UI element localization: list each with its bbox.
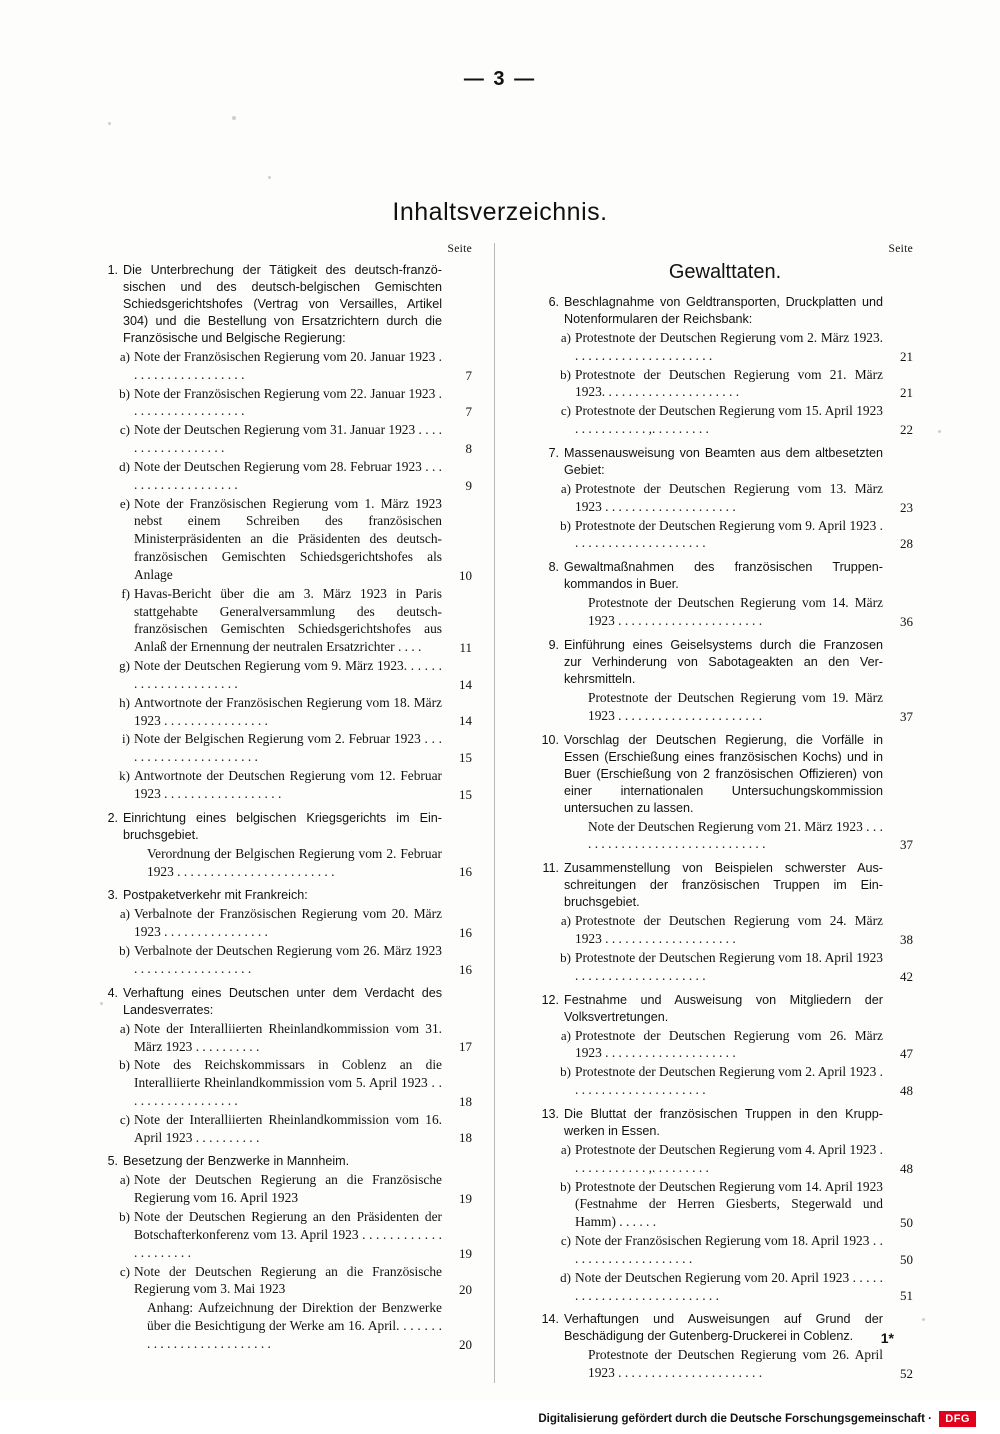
toc-entry-body <box>575 1269 913 1305</box>
toc-entry-title: Note der Deutschen Regierung an die Französische Regierung vom 16. April 1923 <box>134 1172 442 1206</box>
toc-entry-page: 36 <box>900 613 913 629</box>
toc-entry-title: Note der Deutschen Regierung vom 28. Februar 1923 . . . . . . . . . . . . . . . . . . . <box>134 458 442 492</box>
toc-entry[interactable] <box>96 985 472 1019</box>
toc-entry-page: 15 <box>459 786 472 802</box>
toc-entry[interactable] <box>537 637 913 688</box>
toc-entry-page: 23 <box>900 499 913 515</box>
toc-entry[interactable] <box>537 1311 913 1345</box>
toc-entry-page: 19 <box>459 1245 472 1261</box>
toc-entry-body <box>578 818 913 854</box>
toc-entry-title: Note der Deutschen Regierung vom 20. April 1923 . . . . . . . . . . . . . . . . . . . . . . . . . . . <box>575 1269 883 1303</box>
toc-entry-body <box>134 767 472 803</box>
toc-entry-title: Protestnote der Deutschen Regierung vom 26. März 1923 . . . . . . . . . . . . . . . . . . . . <box>575 1027 883 1061</box>
toc-entry[interactable] <box>110 905 472 941</box>
toc-entry-body <box>134 1056 472 1109</box>
toc-entry[interactable] <box>537 294 913 328</box>
toc-entry-body <box>575 1141 913 1177</box>
toc-entry-page: 20 <box>459 1282 472 1298</box>
toc-entry-body <box>575 329 913 365</box>
toc-entry-number: 11. <box>542 861 559 876</box>
toc-entry-page: 16 <box>459 864 472 880</box>
toc-entry-page: 7 <box>465 367 472 383</box>
toc-entry-number: e) <box>119 495 130 511</box>
toc-entry-body <box>134 1208 472 1261</box>
toc-entry[interactable] <box>551 366 913 402</box>
toc-entry-title: Note der Französischen Regierung vom 22. Januar 1923 . . . . . . . . . . . . . . . . . . <box>134 385 442 419</box>
toc-entry-title: Protestnote der Deutschen Regierung vom 2. April 1923 . . . . . . . . . . . . . . . . . . . . . <box>575 1064 883 1098</box>
toc-entry-title: Protestnote der Deutschen Regierung vom 4. April 1923 . . . . . . . . . . . . ,. . . . . . . . . <box>575 1141 883 1175</box>
toc-entry-body <box>134 458 472 494</box>
toc-entry-body <box>575 1232 913 1268</box>
toc-entry-number: b) <box>560 366 571 382</box>
toc-entry-body <box>134 657 472 693</box>
toc-entry[interactable] <box>551 1027 913 1063</box>
toc-entry-body <box>575 1027 913 1063</box>
toc-entry-title: Note der Belgischen Regierung vom 2. Februar 1923 . . . . . . . . . . . . . . . . . . . . . . <box>134 731 442 765</box>
toc-entry-body <box>564 294 913 328</box>
toc-entry-number: 1. <box>107 263 118 277</box>
toc-entry[interactable] <box>537 1106 913 1140</box>
toc-entry-title: Protestnote der Deutschen Regierung vom 24. März 1923 . . . . . . . . . . . . . . . . . . . . <box>575 913 883 947</box>
toc-entry-body <box>134 421 472 457</box>
toc-entry[interactable] <box>551 1141 913 1177</box>
scan-speck <box>108 122 111 125</box>
toc-entry-title: Festnahme und Ausweisung von Mitgliedern der Volksvertretungen. <box>564 992 883 1024</box>
toc-entry[interactable] <box>110 1111 472 1147</box>
toc-entries-left <box>96 262 472 1353</box>
toc-entry-page: 10 <box>459 567 472 583</box>
toc-entry-title: Einrichtung eines belgischen Kriegsgerichts im Einbruchsgebiet. <box>123 810 442 842</box>
toc-entry-title: Massenausweisung von Beamten aus dem altbesetzten Gebiet: <box>564 445 883 477</box>
toc-entry-number: d) <box>119 458 130 474</box>
toc-entry-page: 22 <box>900 421 913 437</box>
toc-entry-number: b) <box>560 517 571 533</box>
toc-entry-page: 50 <box>900 1215 913 1231</box>
toc-entry-title: Note der Interalliierten Rheinlandkommission vom 16. April 1923 . . . . . . . . . . <box>134 1111 442 1145</box>
toc-entry-body <box>123 887 472 904</box>
toc-entry-number: b) <box>119 385 130 401</box>
toc-entry-body <box>575 480 913 516</box>
toc-entries-right <box>537 294 913 1382</box>
toc-entry-page: 21 <box>900 348 913 364</box>
toc-entry-body <box>564 1311 913 1345</box>
toc-entry[interactable] <box>110 1020 472 1056</box>
toc-entry-number: 4. <box>107 985 118 1000</box>
toc-entry-number: a) <box>119 906 130 922</box>
toc-entry-number: 9. <box>548 637 559 652</box>
page-number: — 3 — <box>463 68 537 90</box>
column-header-seite-left: Seite <box>447 243 472 255</box>
toc-entry-title: Note der Französischen Regierung vom 18. April 1923 . . . . . . . . . . . . . . . . . . . . <box>575 1233 883 1266</box>
sheet-signature-mark: 1* <box>880 1330 894 1346</box>
toc-entry-number: k) <box>119 768 130 784</box>
toc-entry-number: 5. <box>107 1154 118 1169</box>
toc-entry-page: 52 <box>900 1365 913 1381</box>
toc-entry-body <box>564 559 913 593</box>
digitization-notice: Digitalisierung gefördert durch die Deutsche Forschungsgemeinschaft · <box>538 1413 932 1425</box>
column-header-seite-right: Seite <box>888 243 913 255</box>
toc-entry-title: Protestnote der Deutschen Regierung vom 9. April 1923 . . . . . . . . . . . . . . . . . . . . . <box>575 517 883 551</box>
toc-entry-number: i) <box>122 731 130 747</box>
toc-entry[interactable] <box>110 845 472 881</box>
toc-entry[interactable] <box>551 594 913 630</box>
toc-entry-body <box>134 942 472 978</box>
toc-entry-number: b) <box>560 1178 571 1194</box>
toc-entry-body <box>134 585 472 656</box>
toc-entry-title: Note der Deutschen Regierung vom 21. März 1923 . . . . . . . . . . . . . . . . . . . . . . . . . . . . . . <box>588 818 883 852</box>
toc-entry-title: Note der Französischen Regierung vom 1. März 1923 nebst einem Schreiben des französischen Ministerpräsidenten an die Präsidenten des deutsch-französischen Gemischten Schiedsgerichtshofes als Anlage <box>134 495 442 582</box>
toc-entry[interactable] <box>110 730 472 766</box>
toc-entry-title: Note der Französischen Regierung vom 20. Januar 1923 . . . . . . . . . . . . . . . . . . <box>134 349 442 382</box>
toc-entry-number: a) <box>119 1172 130 1188</box>
toc-entry[interactable] <box>551 912 913 948</box>
scan-speck <box>938 430 941 433</box>
toc-entry-title: Verhaftung eines Deutschen unter dem Verdacht des Landesverrates: <box>123 985 442 1017</box>
section-heading-gewalttaten: Gewalttaten. <box>668 261 782 283</box>
toc-entry[interactable] <box>551 818 913 854</box>
toc-entry-title: Verhaftungen und Ausweisungen auf Grund der Beschädigung der Gutenberg-Druckerei in Coblenz. <box>564 1312 883 1344</box>
toc-entry-title: Havas-Bericht über die am 3. März 1923 in Paris stattgehabte Generalversammlung des deutsch-französischen Gemischten Schiedsgerichtshofes aus Anlaß der Ernennung der neutralen Ersatzrichter . . . . <box>134 585 442 655</box>
toc-entry[interactable] <box>551 517 913 553</box>
toc-entry-title: Note der Interalliierten Rheinlandkommission vom 31. März 1923 . . . . . . . . . . <box>134 1020 442 1054</box>
toc-entry-body <box>575 366 913 402</box>
toc-entry[interactable] <box>551 480 913 516</box>
toc-entry-number: g) <box>119 658 130 674</box>
toc-entry-title: Verbalnote der Französischen Regierung vom 20. März 1923 . . . . . . . . . . . . . . . . <box>134 906 442 940</box>
toc-entry-page: 37 <box>900 837 913 853</box>
toc-entry[interactable] <box>110 1056 472 1109</box>
toc-entry-title: Antwortnote der Französischen Regierung vom 18. März 1923 . . . . . . . . . . . . . . . . <box>134 694 442 728</box>
toc-entry-page: 8 <box>465 440 472 456</box>
toc-entry[interactable] <box>551 1063 913 1099</box>
toc-entry[interactable] <box>551 689 913 725</box>
toc-entry[interactable] <box>110 767 472 803</box>
toc-entry-body <box>123 262 472 347</box>
toc-entry-page: 9 <box>465 477 472 493</box>
toc-entry-title: Die Unterbrechung der Tätigkeit des deutsch-französischen und des deutsch-belgischen Gemischten Schiedsgerichtshofes (Vertrag von Versailles, Artikel 304) und die Bestellung von Ersatzrichtern durch die Französische und Belgische Regierung: <box>123 263 442 345</box>
toc-entry-number: b) <box>119 1057 130 1073</box>
toc-entry-page: 19 <box>459 1191 472 1207</box>
toc-entry-number: 14. <box>541 1312 559 1327</box>
toc-entry-body <box>564 445 913 479</box>
toc-entry[interactable] <box>551 1178 913 1231</box>
page-title: Inhaltsverzeichnis. <box>392 198 608 226</box>
toc-entry-body <box>137 845 472 881</box>
toc-entry-number: b) <box>119 1209 130 1225</box>
toc-entry-body <box>134 495 472 584</box>
toc-entry-number: c) <box>560 403 571 419</box>
toc-entry-body <box>578 1346 913 1382</box>
toc-entry-number: 2. <box>107 810 118 825</box>
toc-entry-page: 20 <box>459 1336 472 1352</box>
toc-entry-body <box>564 732 913 817</box>
toc-entry-number: c) <box>560 1233 571 1249</box>
toc-columns <box>96 243 916 1383</box>
toc-entry-body <box>123 1153 472 1170</box>
toc-entry[interactable] <box>110 348 472 384</box>
toc-entry-number: a) <box>560 480 571 496</box>
toc-entry[interactable] <box>537 992 913 1026</box>
toc-entry[interactable] <box>96 887 472 904</box>
toc-entry-number: a) <box>119 1020 130 1036</box>
toc-entry-body <box>134 1263 472 1299</box>
toc-entry-body <box>134 385 472 421</box>
toc-entry-number: a) <box>560 1027 571 1043</box>
toc-entry-title: Vorschlag der Deutschen Regierung, die Vorfälle in Essen (Erschießung eines französischen Kochs) und in Buer (Erschießung von 2 französischen Offizieren) von einer internationalen Untersuchungskommission untersuchen zu lassen. <box>564 732 883 815</box>
toc-entry-number: a) <box>119 349 130 364</box>
toc-entry[interactable] <box>551 949 913 985</box>
toc-entry-body <box>134 694 472 730</box>
toc-entry[interactable] <box>110 1208 472 1261</box>
toc-entry-body <box>123 985 472 1019</box>
toc-entry-title: Einführung eines Geiselsystems durch die Franzosen zur Verhinderung von Sabotageakten an den Verkehrsmitteln. <box>564 637 883 686</box>
toc-entry[interactable] <box>110 458 472 494</box>
toc-entry-number: a) <box>560 1141 571 1157</box>
toc-entry[interactable] <box>551 402 913 438</box>
toc-entry-title: Protestnote der Deutschen Regierung vom 18. April 1923 . . . . . . . . . . . . . . . . . . . . <box>575 949 883 983</box>
toc-entry-number: 12. <box>541 992 559 1007</box>
toc-entry-number: b) <box>119 943 130 959</box>
toc-column-right <box>495 243 913 1383</box>
toc-entry-page: 47 <box>900 1046 913 1062</box>
toc-entry-title: Antwortnote der Deutschen Regierung vom 12. Februar 1923 . . . . . . . . . . . . . . . . . . <box>134 768 442 801</box>
toc-entry[interactable] <box>96 262 472 347</box>
toc-entry-number: c) <box>119 1111 130 1127</box>
toc-entry-page: 48 <box>900 1082 913 1098</box>
toc-entry-number: 8. <box>548 560 559 575</box>
toc-entry-page: 7 <box>465 404 472 420</box>
toc-entry-body <box>575 517 913 553</box>
toc-entry[interactable] <box>96 1153 472 1170</box>
toc-entry-number: 6. <box>548 295 559 309</box>
scan-speck <box>268 176 271 179</box>
toc-entry-title: Protestnote der Deutschen Regierung vom 13. März 1923 . . . . . . . . . . . . . . . . . . . . <box>575 480 883 514</box>
toc-entry-body <box>578 689 913 725</box>
toc-entry-title: Protestnote der Deutschen Regierung vom 26. April 1923 . . . . . . . . . . . . . . . . . . . . . . <box>588 1347 883 1381</box>
toc-entry-page: 51 <box>900 1288 913 1304</box>
toc-entry[interactable] <box>537 860 913 911</box>
toc-entry-title: Postpaketverkehr mit Frankreich: <box>123 888 308 903</box>
toc-entry[interactable] <box>110 942 472 978</box>
toc-entry-number: 7. <box>548 445 559 460</box>
toc-entry-title: Verordnung der Belgischen Regierung vom 2. Februar 1923 . . . . . . . . . . . . . . . . . . . . . . . . <box>147 845 442 879</box>
toc-entry-title: Zusammenstellung von Beispielen schwerster Ausschreitungen der französischen Truppen im Einbruchsgebiet. <box>564 861 883 910</box>
toc-entry-page: 14 <box>459 713 472 729</box>
toc-entry[interactable] <box>551 1346 913 1382</box>
toc-entry-page: 15 <box>459 750 472 766</box>
toc-entry-page: 50 <box>900 1251 913 1267</box>
toc-entry-title: Note des Reichskommissars in Coblenz an die Interalliierte Rheinlandkommission vom 5. April 1923 . . . . . . . . . . . . . . . . . . <box>134 1057 442 1108</box>
toc-entry-body <box>134 1171 472 1207</box>
toc-entry-number: c) <box>119 422 130 438</box>
toc-entry-page: 18 <box>459 1093 472 1109</box>
toc-entry-body <box>575 912 913 948</box>
toc-entry-body <box>575 1063 913 1099</box>
toc-entry-body <box>564 992 913 1026</box>
toc-entry-body <box>134 1111 472 1147</box>
toc-entry[interactable] <box>551 1232 913 1268</box>
toc-entry-title: Note der Deutschen Regierung vom 31. Januar 1923 . . . . . . . . . . . . . . . . . . <box>134 422 442 456</box>
toc-entry-page: 48 <box>900 1160 913 1176</box>
toc-entry[interactable] <box>110 657 472 693</box>
toc-entry-number: f) <box>121 585 130 601</box>
toc-entry-page: 16 <box>459 925 472 941</box>
toc-entry-number: b) <box>560 949 571 965</box>
toc-entry-body <box>564 637 913 688</box>
toc-entry-body <box>578 594 913 630</box>
toc-entry-title: Protestnote der Deutschen Regierung vom 19. März 1923 . . . . . . . . . . . . . . . . . . . . . . <box>588 689 883 723</box>
toc-entry-number: 13. <box>541 1106 559 1121</box>
toc-entry-body <box>134 348 472 384</box>
scan-footer-bar <box>0 1400 1000 1434</box>
toc-entry-number: b) <box>560 1064 571 1080</box>
toc-entry-title: Note der Deutschen Regierung an die Französische Regierung vom 3. Mai 1923 <box>134 1263 442 1297</box>
toc-entry[interactable] <box>110 1299 472 1352</box>
toc-entry[interactable] <box>551 329 913 365</box>
toc-entry-title: Protestnote der Deutschen Regierung vom 21. März 1923. . . . . . . . . . . . . . . . . . . . . <box>575 366 883 400</box>
toc-entry-page: 16 <box>459 961 472 977</box>
toc-entry-body <box>123 810 472 844</box>
toc-entry[interactable] <box>551 1269 913 1305</box>
scan-speck <box>922 1318 925 1321</box>
toc-entry-title: Verbalnote der Deutschen Regierung vom 26. März 1923 . . . . . . . . . . . . . . . . . . <box>134 943 442 976</box>
toc-entry-body <box>575 949 913 985</box>
toc-entry[interactable] <box>110 694 472 730</box>
toc-entry-body <box>575 402 913 438</box>
toc-entry-body <box>564 1106 913 1140</box>
toc-entry[interactable] <box>537 445 913 479</box>
toc-entry-page: 28 <box>900 536 913 552</box>
dfg-logo: DFG <box>939 1411 976 1427</box>
toc-entry-title: Protestnote der Deutschen Regierung vom 14. März 1923 . . . . . . . . . . . . . . . . . . . . . . <box>588 595 883 629</box>
toc-entry-page: 18 <box>459 1130 472 1146</box>
toc-entry-title: Beschlagnahme von Geldtransporten, Druckplatten und Notenformularen der Reichsbank: <box>564 295 883 326</box>
toc-entry-title: Besetzung der Benzwerke in Mannheim. <box>123 1154 350 1169</box>
toc-entry-number: 3. <box>107 888 118 903</box>
toc-entry-body <box>564 860 913 911</box>
toc-entry-body <box>575 1178 913 1231</box>
toc-entry-body <box>134 905 472 941</box>
toc-entry[interactable] <box>110 385 472 421</box>
toc-entry-number: d) <box>560 1269 571 1285</box>
toc-entry-title: Note der Deutschen Regierung an den Präsidenten der Botschafterkonferenz vom 13. April 1923 . . . . . . . . . . . . . . . . . . . . . <box>134 1209 442 1260</box>
toc-entry-page: 42 <box>900 968 913 984</box>
toc-entry-number: 10. <box>541 732 559 747</box>
toc-entry-page: 38 <box>900 931 913 947</box>
toc-entry-page: 21 <box>900 385 913 401</box>
toc-entry[interactable] <box>110 1263 472 1299</box>
toc-entry[interactable] <box>537 732 913 817</box>
toc-entry[interactable] <box>110 1171 472 1207</box>
toc-column-left <box>96 243 495 1383</box>
toc-entry-title: Protestnote der Deutschen Regierung vom 14. April 1923 (Festnahme der Herren Giesberts, Stegerwald und Hamm) . . . . . . <box>575 1178 883 1230</box>
toc-entry-page: 17 <box>459 1039 472 1055</box>
toc-entry[interactable] <box>110 495 472 584</box>
toc-entry-title: Anhang: Aufzeichnung der Direktion der Benzwerke über die Besichtigung der Werke am 16. April. . . . . . . . . . . . . . . . . . . . . . . . . . <box>147 1300 442 1351</box>
toc-entry-title: Protestnote der Deutschen Regierung vom 2. März 1923. . . . . . . . . . . . . . . . . . . . . . <box>575 330 883 363</box>
scan-speck <box>232 116 236 120</box>
toc-entry-body <box>134 1020 472 1056</box>
toc-entry-page: 14 <box>459 676 472 692</box>
toc-entry-number: a) <box>560 330 571 345</box>
toc-entry-body <box>134 730 472 766</box>
toc-entry-number: c) <box>119 1263 130 1279</box>
toc-entry-title: Protestnote der Deutschen Regierung vom 15. April 1923 . . . . . . . . . . . ,. . . . . . . . . <box>575 403 883 437</box>
toc-entry[interactable] <box>537 559 913 593</box>
toc-entry-page: 11 <box>459 640 472 656</box>
toc-entry[interactable] <box>110 421 472 457</box>
toc-entry[interactable] <box>96 810 472 844</box>
toc-entry-title: Die Bluttat der französischen Truppen in den Kruppwerken in Essen. <box>564 1106 883 1138</box>
toc-entry-number: h) <box>119 694 130 710</box>
toc-entry-title: Note der Deutschen Regierung vom 9. März 1923. . . . . . . . . . . . . . . . . . . . . . <box>134 658 442 691</box>
toc-entry-page: 37 <box>900 708 913 724</box>
toc-entry[interactable] <box>110 585 472 656</box>
toc-entry-number: a) <box>560 913 571 929</box>
toc-entry-body <box>137 1299 472 1352</box>
toc-entry-title: Gewaltmaßnahmen des französischen Truppenkommandos in Buer. <box>564 560 883 592</box>
